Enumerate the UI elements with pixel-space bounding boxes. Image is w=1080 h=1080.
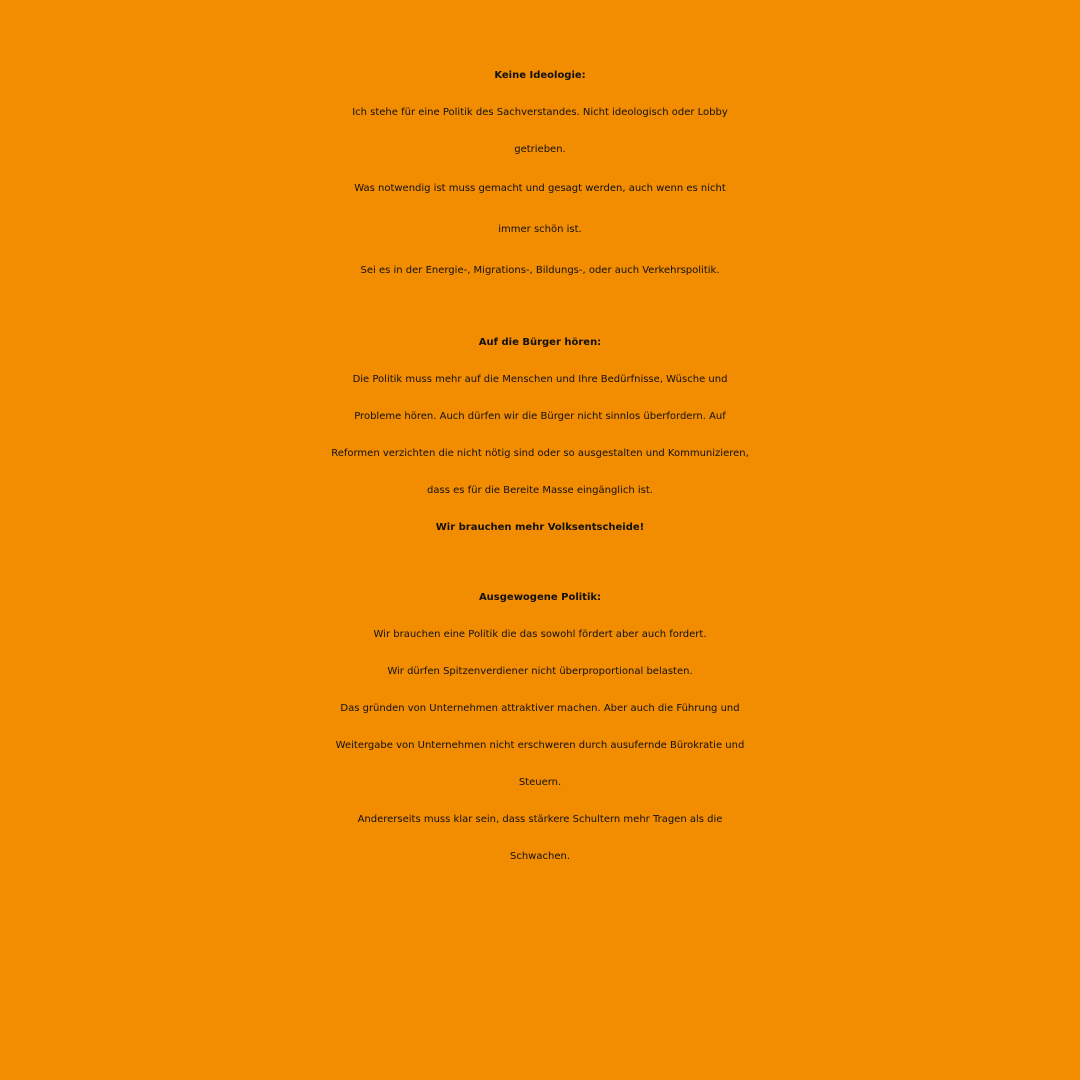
text-line: Steuern. xyxy=(518,777,562,788)
text-line: dass es für die Bereite Masse eingänglich ist. xyxy=(427,485,653,496)
text-line: Wir brauchen eine Politik die das sowohl fördert aber auch fordert. xyxy=(373,629,707,640)
text-line: Ich stehe für eine Politik des Sachverstandes. Nicht ideologisch oder Lobby xyxy=(352,107,728,118)
text-line: Das gründen von Unternehmen attraktiver machen. Aber auch die Führung und xyxy=(340,703,740,714)
section-heading: Ausgewogene Politik: xyxy=(478,592,602,603)
text-line: Andererseits muss klar sein, dass stärkere Schultern mehr Tragen als die xyxy=(357,814,723,825)
section-auf-die-buerger-hoeren xyxy=(0,325,1080,546)
text-line: Schwachen. xyxy=(510,851,570,862)
section-heading: Keine Ideologie: xyxy=(494,70,586,81)
section-keine-ideologie xyxy=(0,58,1080,291)
text-line: immer schön ist. xyxy=(498,224,582,235)
section-ausgewogene-politik xyxy=(0,580,1080,875)
text-line: Was notwendig ist muss gemacht und gesagt werden, auch wenn es nicht xyxy=(354,183,726,194)
emphasis-line: Wir brauchen mehr Volksentscheide! xyxy=(435,522,645,533)
text-line: Reformen verzichten die nicht nötig sind oder so ausgestalten und Kommunizieren, xyxy=(331,448,749,459)
text-line: Wir dürfen Spitzenverdiener nicht überproportional belasten. xyxy=(387,666,693,677)
text-line: Die Politik muss mehr auf die Menschen und Ihre Bedürfnisse, Wüsche und xyxy=(352,374,728,385)
text-line: Weitergabe von Unternehmen nicht erschweren durch ausufernde Bürokratie und xyxy=(335,740,745,751)
text-line: Probleme hören. Auch dürfen wir die Bürger nicht sinnlos überfordern. Auf xyxy=(354,411,726,422)
text-line: getrieben. xyxy=(514,144,566,155)
text-line: Sei es in der Energie-, Migrations-, Bildungs-, oder auch Verkehrspolitik. xyxy=(360,265,720,276)
section-heading: Auf die Bürger hören: xyxy=(478,337,602,348)
